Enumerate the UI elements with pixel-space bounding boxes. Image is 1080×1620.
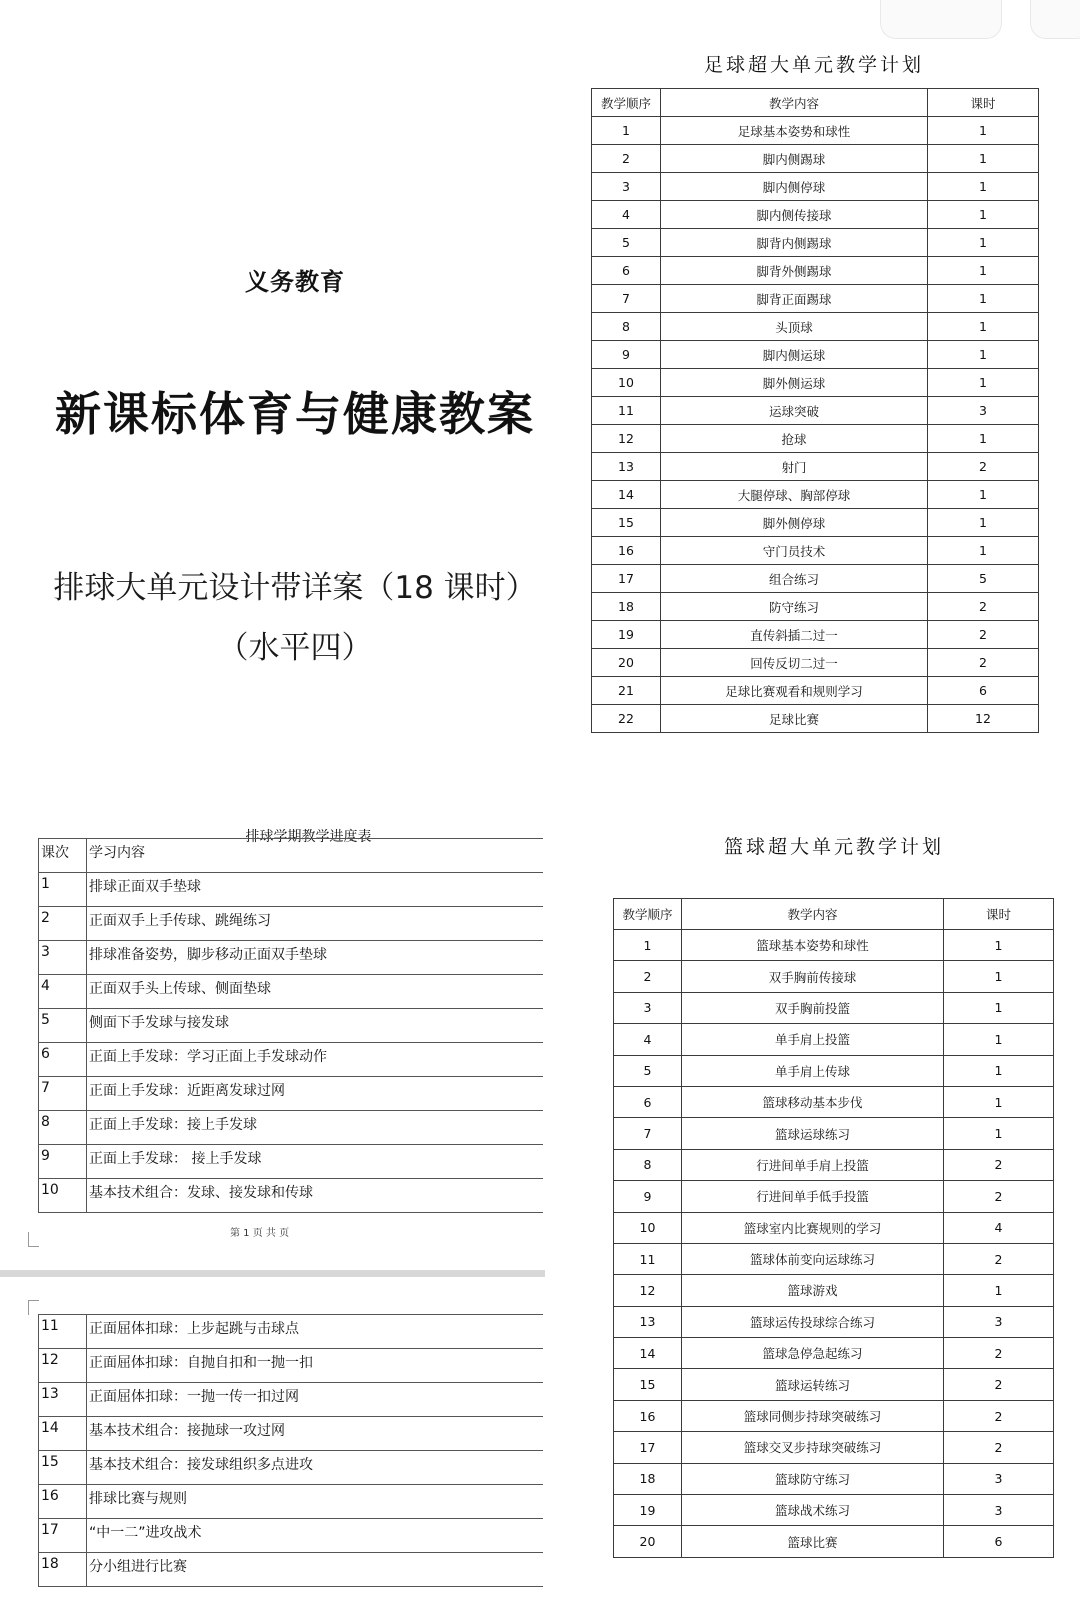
football-table-row bbox=[592, 145, 1039, 173]
volleyball-table-row bbox=[39, 1553, 543, 1587]
basketball-table-row bbox=[614, 961, 1054, 992]
football-table-row bbox=[592, 341, 1039, 369]
basketball-table-row bbox=[614, 1400, 1054, 1431]
volleyball-lesson-cell: 2 bbox=[39, 907, 87, 941]
football-content-cell: 脚背内侧踢球 bbox=[661, 229, 928, 257]
basketball-hours-cell: 2 bbox=[944, 1432, 1054, 1463]
page-separator bbox=[0, 1270, 545, 1277]
volleyball-lesson-cell: 13 bbox=[39, 1383, 87, 1417]
basketball-hours-cell: 1 bbox=[944, 1024, 1054, 1055]
football-hours-cell: 1 bbox=[928, 145, 1039, 173]
basketball-hours-cell: 1 bbox=[944, 1086, 1054, 1117]
football-order-cell: 19 bbox=[592, 621, 661, 649]
football-hours-cell: 1 bbox=[928, 509, 1039, 537]
basketball-table-row bbox=[614, 1086, 1054, 1117]
basketball-table-row bbox=[614, 1118, 1054, 1149]
basketball-header-order: 教学顺序 bbox=[614, 899, 682, 930]
cover-line-level: （水平四） bbox=[217, 630, 373, 666]
basketball-header-content: 教学内容 bbox=[682, 899, 944, 930]
football-table-row bbox=[592, 425, 1039, 453]
volleyball-table-row bbox=[39, 975, 543, 1009]
volleyball-lesson-cell: 14 bbox=[39, 1417, 87, 1451]
volleyball-lesson-cell: 7 bbox=[39, 1077, 87, 1111]
basketball-order-cell: 1 bbox=[614, 930, 682, 961]
basketball-content-cell: 篮球室内比赛规则的学习 bbox=[682, 1212, 944, 1243]
volleyball-content-cell: 排球正面双手垫球 bbox=[87, 873, 543, 907]
volleyball-lesson-cell: 11 bbox=[39, 1315, 87, 1349]
basketball-table-row bbox=[614, 1149, 1054, 1180]
volleyball-lesson-cell: 12 bbox=[39, 1349, 87, 1383]
football-hours-cell: 2 bbox=[928, 649, 1039, 677]
football-table-row bbox=[592, 173, 1039, 201]
football-hours-cell: 1 bbox=[928, 369, 1039, 397]
basketball-content-cell: 行进间单手肩上投篮 bbox=[682, 1149, 944, 1180]
basketball-content-cell: 篮球运传投球综合练习 bbox=[682, 1306, 944, 1337]
basketball-order-cell: 18 bbox=[614, 1463, 682, 1494]
volleyball-table-page2 bbox=[38, 1314, 543, 1587]
basketball-content-cell: 双手胸前传接球 bbox=[682, 961, 944, 992]
basketball-hours-cell: 1 bbox=[944, 1055, 1054, 1086]
football-hours-cell: 3 bbox=[928, 397, 1039, 425]
football-table-row bbox=[592, 481, 1039, 509]
football-content-cell: 抢球 bbox=[661, 425, 928, 453]
basketball-content-cell: 行进间单手低手投篮 bbox=[682, 1181, 944, 1212]
basketball-content-cell: 篮球交叉步持球突破练习 bbox=[682, 1432, 944, 1463]
basketball-order-cell: 8 bbox=[614, 1149, 682, 1180]
basketball-table-row bbox=[614, 930, 1054, 961]
basketball-order-cell: 9 bbox=[614, 1181, 682, 1212]
basketball-order-cell: 4 bbox=[614, 1024, 682, 1055]
football-hours-cell: 1 bbox=[928, 285, 1039, 313]
volleyball-table-row bbox=[39, 1315, 543, 1349]
volleyball-header-row bbox=[39, 839, 543, 873]
football-order-cell: 5 bbox=[592, 229, 661, 257]
football-table-row bbox=[592, 537, 1039, 565]
basketball-table-row bbox=[614, 1338, 1054, 1369]
volleyball-content-cell: 正面上手发球： 接上手发球 bbox=[87, 1145, 543, 1179]
volleyball-content-cell: 正面屈体扣球：上步起跳与击球点 bbox=[87, 1315, 543, 1349]
football-order-cell: 13 bbox=[592, 453, 661, 481]
cover-title: 新课标体育与健康教案 bbox=[55, 387, 535, 441]
volleyball-table-row bbox=[39, 1009, 543, 1043]
basketball-table-row bbox=[614, 1055, 1054, 1086]
basketball-content-cell: 篮球游戏 bbox=[682, 1275, 944, 1306]
football-content-cell: 守门员技术 bbox=[661, 537, 928, 565]
basketball-content-cell: 双手胸前投篮 bbox=[682, 992, 944, 1023]
football-table-row bbox=[592, 257, 1039, 285]
volleyball-content-cell: 侧面下手发球与接发球 bbox=[87, 1009, 543, 1043]
football-table-row bbox=[592, 369, 1039, 397]
page-corner-mark-2 bbox=[28, 1300, 39, 1315]
basketball-hours-cell: 2 bbox=[944, 1400, 1054, 1431]
volleyball-lesson-cell: 6 bbox=[39, 1043, 87, 1077]
football-order-cell: 20 bbox=[592, 649, 661, 677]
basketball-hours-cell: 1 bbox=[944, 1275, 1054, 1306]
football-order-cell: 22 bbox=[592, 705, 661, 733]
basketball-table-row bbox=[614, 1306, 1054, 1337]
basketball-content-cell: 篮球基本姿势和球性 bbox=[682, 930, 944, 961]
football-content-cell: 防守练习 bbox=[661, 593, 928, 621]
football-hours-cell: 1 bbox=[928, 117, 1039, 145]
football-order-cell: 14 bbox=[592, 481, 661, 509]
football-hours-cell: 2 bbox=[928, 593, 1039, 621]
basketball-content-cell: 篮球运球练习 bbox=[682, 1118, 944, 1149]
basketball-hours-cell: 2 bbox=[944, 1149, 1054, 1180]
basketball-content-cell: 篮球比赛 bbox=[682, 1526, 944, 1557]
volleyball-table-row bbox=[39, 1383, 543, 1417]
football-order-cell: 21 bbox=[592, 677, 661, 705]
cover-line-unit: 排球大单元设计带详案（18 课时） bbox=[53, 570, 537, 606]
football-header-order: 教学顺序 bbox=[592, 89, 661, 117]
volleyball-lesson-cell: 17 bbox=[39, 1519, 87, 1553]
football-order-cell: 17 bbox=[592, 565, 661, 593]
volleyball-lesson-cell: 10 bbox=[39, 1179, 87, 1213]
basketball-order-cell: 11 bbox=[614, 1243, 682, 1274]
page-footer: 第 1 页 共 页 bbox=[230, 1228, 290, 1239]
basketball-order-cell: 2 bbox=[614, 961, 682, 992]
volleyball-table-row bbox=[39, 1485, 543, 1519]
football-content-cell: 脚内侧停球 bbox=[661, 173, 928, 201]
basketball-table-row bbox=[614, 1212, 1054, 1243]
volleyball-lesson-cell: 5 bbox=[39, 1009, 87, 1043]
basketball-hours-cell: 1 bbox=[944, 930, 1054, 961]
football-table-row bbox=[592, 313, 1039, 341]
football-content-cell: 大腿停球、胸部停球 bbox=[661, 481, 928, 509]
volleyball-content-cell: 正面上手发球：接上手发球 bbox=[87, 1111, 543, 1145]
volleyball-table-row bbox=[39, 1179, 543, 1213]
football-content-cell: 脚内侧踢球 bbox=[661, 145, 928, 173]
basketball-table-row bbox=[614, 1463, 1054, 1494]
basketball-hours-cell: 4 bbox=[944, 1212, 1054, 1243]
volleyball-content-cell: 基本技术组合：接抛球一攻过网 bbox=[87, 1417, 543, 1451]
football-order-cell: 16 bbox=[592, 537, 661, 565]
basketball-hours-cell: 6 bbox=[944, 1526, 1054, 1557]
football-hours-cell: 1 bbox=[928, 537, 1039, 565]
basketball-hours-cell: 3 bbox=[944, 1495, 1054, 1526]
football-order-cell: 11 bbox=[592, 397, 661, 425]
volleyball-content-cell: 正面双手头上传球、侧面垫球 bbox=[87, 975, 543, 1009]
football-header-content: 教学内容 bbox=[661, 89, 928, 117]
volleyball-header-content: 学习内容 bbox=[87, 839, 543, 873]
volleyball-content-cell: 基本技术组合：发球、接发球和传球 bbox=[87, 1179, 543, 1213]
volleyball-lesson-cell: 1 bbox=[39, 873, 87, 907]
volleyball-lesson-cell: 15 bbox=[39, 1451, 87, 1485]
football-order-cell: 10 bbox=[592, 369, 661, 397]
basketball-header-hours: 课时 bbox=[944, 899, 1054, 930]
volleyball-table-row bbox=[39, 1077, 543, 1111]
basketball-table-row bbox=[614, 1243, 1054, 1274]
football-table-row bbox=[592, 677, 1039, 705]
basketball-table-row bbox=[614, 1432, 1054, 1463]
football-table-row bbox=[592, 453, 1039, 481]
basketball-order-cell: 6 bbox=[614, 1086, 682, 1117]
basketball-hours-cell: 2 bbox=[944, 1369, 1054, 1400]
football-table-row bbox=[592, 285, 1039, 313]
basketball-hours-cell: 2 bbox=[944, 1338, 1054, 1369]
basketball-order-cell: 10 bbox=[614, 1212, 682, 1243]
basketball-content-cell: 篮球同侧步持球突破练习 bbox=[682, 1400, 944, 1431]
football-content-cell: 射门 bbox=[661, 453, 928, 481]
football-table-row bbox=[592, 593, 1039, 621]
football-hours-cell: 1 bbox=[928, 257, 1039, 285]
football-table-row bbox=[592, 705, 1039, 733]
basketball-order-cell: 3 bbox=[614, 992, 682, 1023]
basketball-order-cell: 20 bbox=[614, 1526, 682, 1557]
basketball-table-row bbox=[614, 1275, 1054, 1306]
basketball-table-row bbox=[614, 1181, 1054, 1212]
basketball-content-cell: 篮球战术练习 bbox=[682, 1495, 944, 1526]
football-content-cell: 组合练习 bbox=[661, 565, 928, 593]
basketball-content-cell: 篮球防守练习 bbox=[682, 1463, 944, 1494]
football-hours-cell: 1 bbox=[928, 201, 1039, 229]
football-plan-table bbox=[591, 88, 1039, 733]
football-header-hours: 课时 bbox=[928, 89, 1039, 117]
football-hours-cell: 12 bbox=[928, 705, 1039, 733]
basketball-hours-cell: 2 bbox=[944, 1181, 1054, 1212]
basketball-header-row bbox=[614, 899, 1054, 930]
football-content-cell: 足球基本姿势和球性 bbox=[661, 117, 928, 145]
football-table-row bbox=[592, 565, 1039, 593]
basketball-order-cell: 16 bbox=[614, 1400, 682, 1431]
football-header-row bbox=[592, 89, 1039, 117]
basketball-table-row bbox=[614, 1495, 1054, 1526]
basketball-plan-title: 篮球超大单元教学计划 bbox=[723, 836, 944, 858]
basketball-table-row bbox=[614, 1024, 1054, 1055]
basketball-content-cell: 篮球急停急起练习 bbox=[682, 1338, 944, 1369]
football-order-cell: 9 bbox=[592, 341, 661, 369]
volleyball-lesson-cell: 8 bbox=[39, 1111, 87, 1145]
volleyball-content-cell: 基本技术组合：接发球组织多点进攻 bbox=[87, 1451, 543, 1485]
basketball-order-cell: 17 bbox=[614, 1432, 682, 1463]
volleyball-schedule-title: 排球学期教学进度表 bbox=[245, 829, 372, 845]
football-content-cell: 直传斜插二过一 bbox=[661, 621, 928, 649]
basketball-hours-cell: 3 bbox=[944, 1306, 1054, 1337]
football-table-row bbox=[592, 509, 1039, 537]
football-hours-cell: 1 bbox=[928, 425, 1039, 453]
football-order-cell: 7 bbox=[592, 285, 661, 313]
football-hours-cell: 2 bbox=[928, 621, 1039, 649]
basketball-content-cell: 单手肩上投篮 bbox=[682, 1024, 944, 1055]
volleyball-content-cell: 正面上手发球：近距离发球过网 bbox=[87, 1077, 543, 1111]
football-hours-cell: 1 bbox=[928, 229, 1039, 257]
volleyball-content-cell: 排球比赛与规则 bbox=[87, 1485, 543, 1519]
volleyball-content-cell: 正面上手发球：学习正面上手发球动作 bbox=[87, 1043, 543, 1077]
basketball-order-cell: 7 bbox=[614, 1118, 682, 1149]
football-table-row bbox=[592, 621, 1039, 649]
football-plan-title: 足球超大单元教学计划 bbox=[703, 54, 924, 76]
football-order-cell: 3 bbox=[592, 173, 661, 201]
basketball-order-cell: 5 bbox=[614, 1055, 682, 1086]
football-table-row bbox=[592, 649, 1039, 677]
volleyball-content-cell: 正面双手上手传球、跳绳练习 bbox=[87, 907, 543, 941]
volleyball-table-row bbox=[39, 1451, 543, 1485]
football-content-cell: 脚内侧传接球 bbox=[661, 201, 928, 229]
football-content-cell: 脚内侧运球 bbox=[661, 341, 928, 369]
football-order-cell: 8 bbox=[592, 313, 661, 341]
football-hours-cell: 1 bbox=[928, 173, 1039, 201]
football-table-row bbox=[592, 397, 1039, 425]
football-content-cell: 脚外侧停球 bbox=[661, 509, 928, 537]
football-order-cell: 15 bbox=[592, 509, 661, 537]
basketball-order-cell: 12 bbox=[614, 1275, 682, 1306]
volleyball-content-cell: 正面屈体扣球：自抛自扣和一抛一扣 bbox=[87, 1349, 543, 1383]
volleyball-content-cell: 分小组进行比赛 bbox=[87, 1553, 543, 1587]
basketball-hours-cell: 1 bbox=[944, 961, 1054, 992]
football-content-cell: 脚背外侧踢球 bbox=[661, 257, 928, 285]
basketball-plan-table bbox=[613, 898, 1054, 1558]
basketball-table-row bbox=[614, 1369, 1054, 1400]
volleyball-table-row bbox=[39, 1417, 543, 1451]
volleyball-content-cell: 排球准备姿势，脚步移动正面双手垫球 bbox=[87, 941, 543, 975]
football-table-row bbox=[592, 117, 1039, 145]
basketball-order-cell: 19 bbox=[614, 1495, 682, 1526]
basketball-content-cell: 篮球移动基本步伐 bbox=[682, 1086, 944, 1117]
football-content-cell: 足球比赛 bbox=[661, 705, 928, 733]
volleyball-table-row bbox=[39, 907, 543, 941]
volleyball-content-cell: 正面屈体扣球：一抛一传一扣过网 bbox=[87, 1383, 543, 1417]
football-content-cell: 脚外侧运球 bbox=[661, 369, 928, 397]
football-content-cell: 足球比赛观看和规则学习 bbox=[661, 677, 928, 705]
football-table-row bbox=[592, 229, 1039, 257]
football-order-cell: 12 bbox=[592, 425, 661, 453]
volleyball-lesson-cell: 3 bbox=[39, 941, 87, 975]
volleyball-header-lesson: 课次 bbox=[39, 839, 87, 873]
football-hours-cell: 2 bbox=[928, 453, 1039, 481]
volleyball-content-cell: “中一二”进攻战术 bbox=[87, 1519, 543, 1553]
football-content-cell: 头顶球 bbox=[661, 313, 928, 341]
basketball-hours-cell: 1 bbox=[944, 992, 1054, 1023]
football-hours-cell: 5 bbox=[928, 565, 1039, 593]
basketball-table-row bbox=[614, 992, 1054, 1023]
football-content-cell: 回传反切二过一 bbox=[661, 649, 928, 677]
football-order-cell: 4 bbox=[592, 201, 661, 229]
football-table-row bbox=[592, 201, 1039, 229]
football-content-cell: 运球突破 bbox=[661, 397, 928, 425]
football-hours-cell: 1 bbox=[928, 313, 1039, 341]
volleyball-table-row bbox=[39, 1111, 543, 1145]
volleyball-table-row bbox=[39, 1349, 543, 1383]
volleyball-table-row bbox=[39, 941, 543, 975]
football-hours-cell: 1 bbox=[928, 481, 1039, 509]
top-fragment-right bbox=[1030, 0, 1080, 39]
basketball-content-cell: 篮球体前变向运球练习 bbox=[682, 1243, 944, 1274]
basketball-order-cell: 14 bbox=[614, 1338, 682, 1369]
volleyball-table-row bbox=[39, 1145, 543, 1179]
basketball-order-cell: 15 bbox=[614, 1369, 682, 1400]
basketball-hours-cell: 3 bbox=[944, 1463, 1054, 1494]
football-hours-cell: 1 bbox=[928, 341, 1039, 369]
football-order-cell: 18 bbox=[592, 593, 661, 621]
cover-subtitle: 义务教育 bbox=[245, 268, 345, 296]
football-hours-cell: 6 bbox=[928, 677, 1039, 705]
basketball-table-row bbox=[614, 1526, 1054, 1557]
volleyball-table-row bbox=[39, 873, 543, 907]
football-order-cell: 1 bbox=[592, 117, 661, 145]
volleyball-lesson-cell: 18 bbox=[39, 1553, 87, 1587]
basketball-hours-cell: 2 bbox=[944, 1243, 1054, 1274]
football-order-cell: 2 bbox=[592, 145, 661, 173]
volleyball-lesson-cell: 9 bbox=[39, 1145, 87, 1179]
volleyball-table-page1 bbox=[38, 838, 543, 1213]
basketball-hours-cell: 1 bbox=[944, 1118, 1054, 1149]
basketball-content-cell: 篮球运转练习 bbox=[682, 1369, 944, 1400]
page-corner-mark bbox=[28, 1232, 39, 1247]
volleyball-table-row bbox=[39, 1043, 543, 1077]
volleyball-lesson-cell: 16 bbox=[39, 1485, 87, 1519]
football-content-cell: 脚背正面踢球 bbox=[661, 285, 928, 313]
basketball-order-cell: 13 bbox=[614, 1306, 682, 1337]
volleyball-lesson-cell: 4 bbox=[39, 975, 87, 1009]
football-order-cell: 6 bbox=[592, 257, 661, 285]
top-fragment-left bbox=[880, 0, 1002, 39]
volleyball-table-row bbox=[39, 1519, 543, 1553]
basketball-content-cell: 单手肩上传球 bbox=[682, 1055, 944, 1086]
